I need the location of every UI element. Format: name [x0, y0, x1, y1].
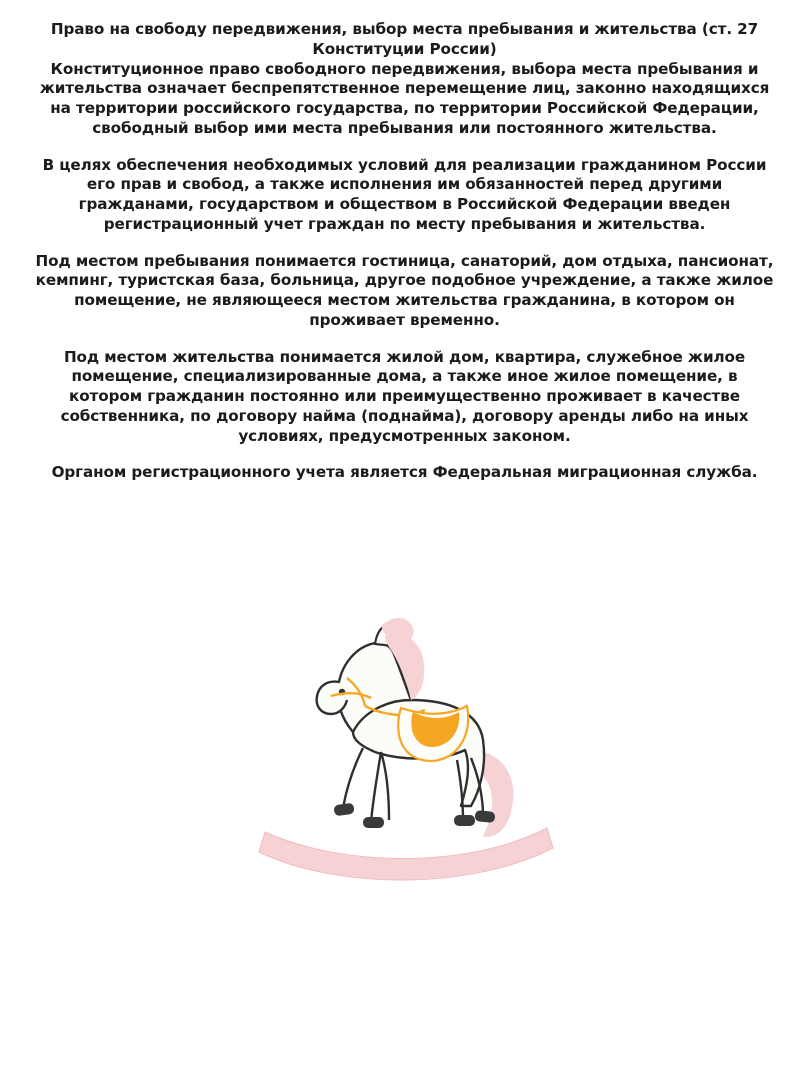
- document-body: [34, 20, 775, 483]
- paragraph-spacer: [34, 235, 775, 252]
- paragraph-2: В целях обеспечения необходимых условий для реализации гражданином России его прав и свобод, а также исполнения им обязанностей перед другими гражданами, государством и обществом в Российской Федерации введен регистрационный учет граждан по месту пребывания и жительства.: [42, 155, 767, 233]
- paragraph-4: Под местом жительства понимается жилой дом, квартира, служебное жилое помещение, специализированные дома, а также иное жилое помещение, в котором гражданин постоянно или преимущественно проживает в качестве собственника, по договору найма (поднайма), договору аренды либо на иных условиях, предусмотренных законом.: [60, 347, 749, 445]
- paragraph-5: Органом регистрационного учета является Федеральная миграционная служба.: [51, 463, 758, 482]
- paragraph-spacer: [34, 139, 775, 156]
- paragraph-spacer: [34, 446, 775, 463]
- paragraph-1: Конституционное право свободного передвижения, выбора места пребывания и жительства означает беспрепятственное перемещение лиц, законно находящихся на территории российского государства, по территории Российской Федерации, свободный выбор ими места пребывания или постоянного жительства.: [39, 59, 770, 137]
- paragraph-3: Под местом пребывания понимается гостиница, санаторий, дом отдыха, пансионат, кемпинг, туристская база, больница, другое подобное учреждение, а также жилое помещение, не являющееся местом жительства гражданина, в котором он проживает временно.: [35, 251, 774, 329]
- rocking-horse-icon: [235, 600, 575, 890]
- page-title: Право на свободу передвижения, выбор места пребывания и жительства (ст. 27 Конституции России): [50, 20, 759, 58]
- paragraph-spacer: [34, 331, 775, 348]
- illustration-container: [0, 600, 809, 890]
